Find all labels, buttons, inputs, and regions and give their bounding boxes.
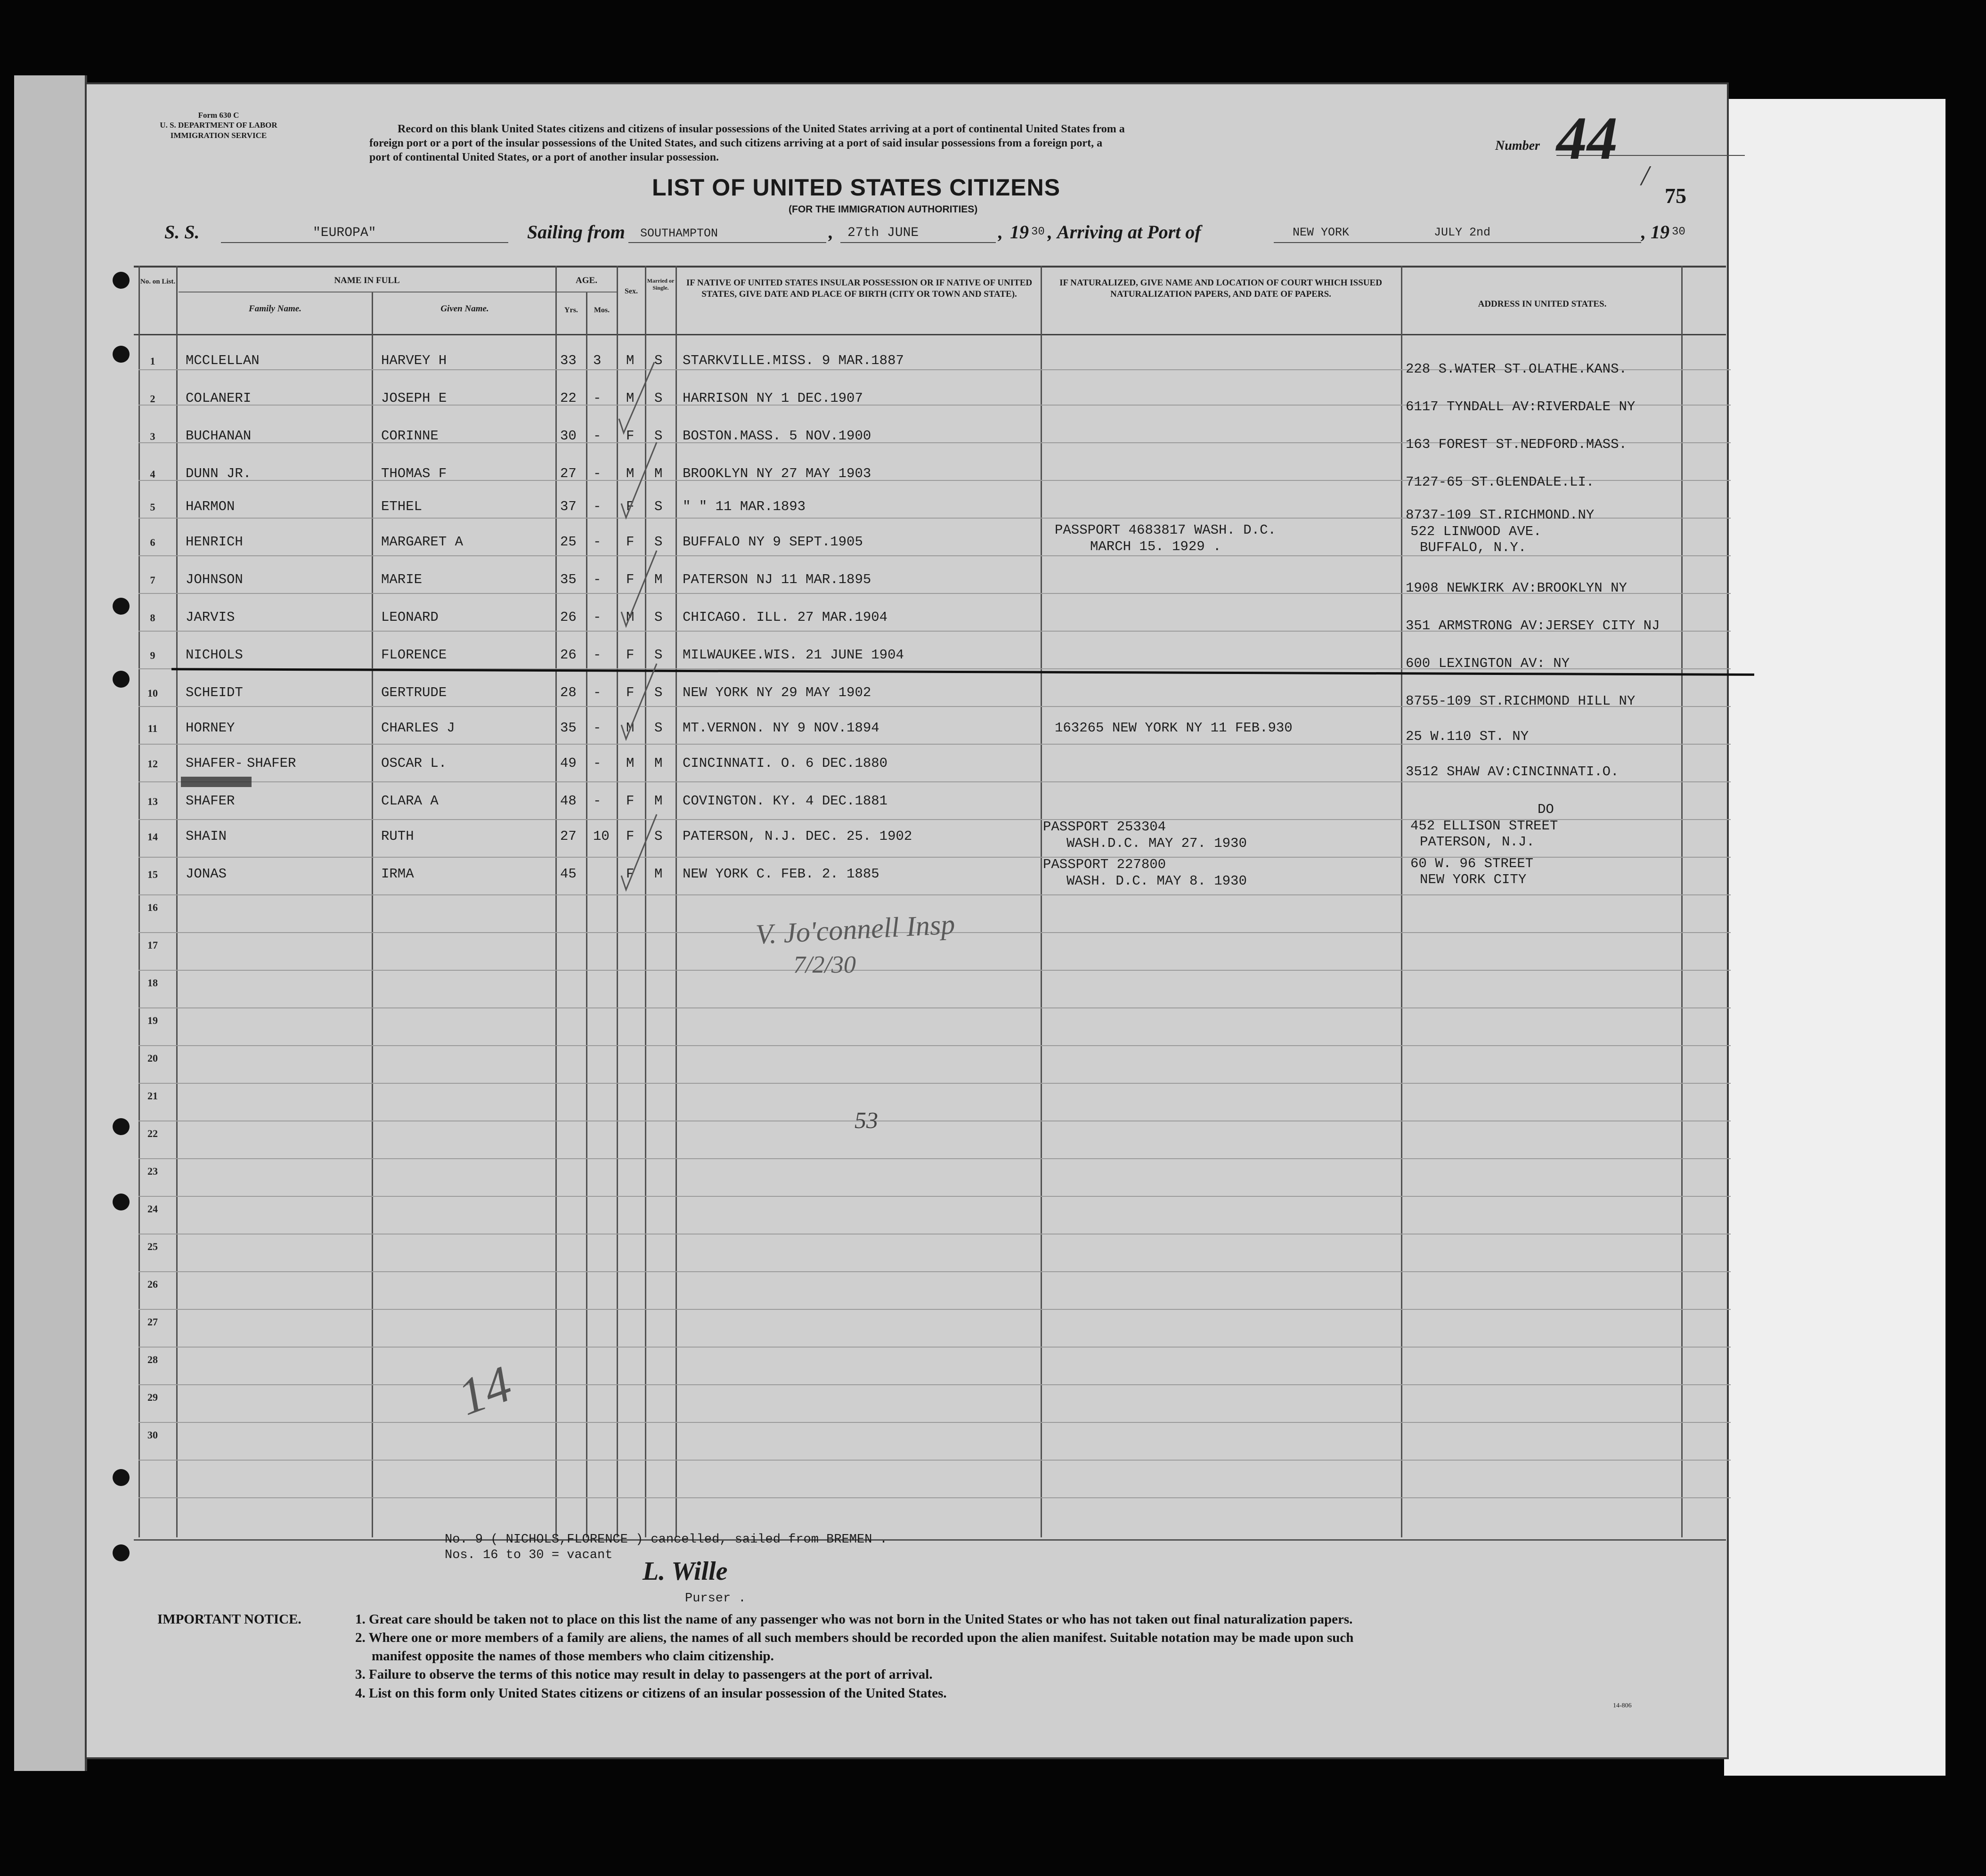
birth-place-date: NEW YORK NY 29 MAY 1902	[683, 685, 871, 700]
number-mark: /	[1641, 160, 1649, 191]
naturalization-info: PASSPORT 4683817 WASH. D.C.	[1055, 522, 1276, 538]
sailing-label: Sailing from	[527, 221, 625, 243]
row-number: 4	[150, 468, 155, 480]
punch-hole	[113, 671, 130, 688]
given-name: LEONARD	[381, 609, 439, 625]
family-name: COLANERI	[186, 390, 252, 406]
book-binding	[14, 75, 87, 1771]
us-address: 60 W. 96 STREET	[1410, 856, 1534, 871]
us-address: 1908 NEWKIRK AV:BROOKLYN NY	[1406, 580, 1627, 596]
marital-status: S	[654, 828, 663, 844]
age-months: -	[593, 647, 602, 663]
family-name: JONAS	[186, 866, 227, 882]
sex: F	[626, 828, 635, 844]
sex: M	[626, 609, 635, 625]
age-years: 25	[560, 534, 577, 550]
comma: ,	[1048, 221, 1052, 243]
vacant-row-number: 23	[147, 1165, 158, 1177]
row-number: 9	[150, 650, 155, 661]
stamp-number: 53	[855, 1107, 878, 1133]
given-name: ETHEL	[381, 499, 423, 514]
naturalization-info: PASSPORT 253304	[1043, 819, 1166, 835]
notice-3: 3. Failure to observe the terms of this notice may result in delay to passengers at the port of arrival.	[355, 1667, 933, 1682]
age-months: -	[593, 685, 602, 700]
birth-place-date: MILWAUKEE.WIS. 21 JUNE 1904	[683, 647, 904, 663]
given-name: GERTRUDE	[381, 685, 447, 700]
col-header-naturalized: IF NATURALIZED, GIVE NAME AND LOCATION OF COURT WHICH ISSUED NATURALIZATION PAPERS, AND DATE OF PAPERS.	[1059, 278, 1382, 299]
col-header-sex: Sex.	[625, 287, 638, 295]
row-number: 7	[150, 574, 155, 586]
marital-status: M	[654, 755, 663, 771]
row-number: 2	[150, 393, 155, 405]
us-address: 8755-109 ST.RICHMOND HILL NY	[1406, 693, 1636, 709]
vacant-row-number: 19	[147, 1015, 158, 1026]
family-name: SHAIN	[186, 828, 227, 844]
print-code: 14-806	[1613, 1702, 1632, 1709]
family-name: HORNEY	[186, 720, 235, 736]
given-name: THOMAS F	[381, 466, 447, 481]
family-name: BUCHANAN	[186, 428, 252, 444]
notice-1: 1. Great care should be taken not to place on this list the name of any passenger who was not born in the United States or who has not taken out final naturalization papers.	[355, 1612, 1353, 1627]
marital-status: M	[654, 793, 663, 809]
birth-place-date: HARRISON NY 1 DEC.1907	[683, 390, 863, 406]
age-years: 26	[560, 609, 577, 625]
vacant-row-number: 18	[147, 977, 158, 989]
us-address: 7127-65 ST.GLENDALE.LI.	[1406, 474, 1595, 490]
us-address-line-2: PATERSON, N.J.	[1420, 834, 1535, 850]
age-months: -	[593, 793, 602, 809]
birth-place-date: MT.VERNON. NY 9 NOV.1894	[683, 720, 879, 736]
ss-label: S. S.	[164, 221, 200, 243]
vacant-row-number: 25	[147, 1241, 158, 1252]
age-years: 26	[560, 647, 577, 663]
birth-place-date: BROOKLYN NY 27 MAY 1903	[683, 466, 871, 481]
sex: F	[626, 534, 635, 550]
us-address: 228 S.WATER ST.OLATHE.KANS.	[1406, 361, 1627, 377]
row-12-original-name: SHAFER-	[186, 755, 243, 771]
marital-status: S	[654, 390, 663, 406]
given-name: CORINNE	[381, 428, 439, 444]
row-number: 13	[147, 796, 158, 807]
col-header-name: NAME IN FULL	[334, 276, 400, 285]
row-number: 14	[147, 831, 158, 843]
us-address: 600 LEXINGTON AV: NY	[1406, 656, 1570, 671]
arrival-date: JULY 2nd	[1434, 226, 1491, 239]
important-notice	[157, 1610, 1702, 1703]
age-months: -	[593, 755, 602, 771]
sex: M	[626, 353, 635, 368]
naturalization-date: MARCH 15. 1929 .	[1090, 539, 1221, 554]
manifest-sheet	[85, 82, 1729, 1759]
birth-place-date: CINCINNATI. O. 6 DEC.1880	[683, 755, 888, 771]
inspector-date: 7/2/30	[793, 951, 856, 978]
given-name: MARIE	[381, 572, 423, 587]
given-name: CHARLES J	[381, 720, 455, 736]
col-header-native: IF NATIVE OF UNITED STATES INSULAR POSSESSION OR IF NATIVE OF UNITED STATES, GIVE DATE AND PLACE OF BIRTH (CITY OR TOWN AND STATE).	[686, 278, 1033, 299]
family-name: SHAFER	[186, 793, 235, 809]
us-address: 452 ELLISON STREET	[1410, 818, 1558, 834]
row-number: 6	[150, 536, 155, 548]
next-page-edge	[1724, 99, 1945, 1776]
row-number: 10	[147, 687, 158, 699]
row-number: 11	[147, 723, 158, 734]
family-name: SCHEIDT	[186, 685, 243, 700]
vacant-row-number: 16	[147, 901, 158, 913]
vacant-row-number: 22	[147, 1128, 158, 1139]
birth-place-date: BUFFALO NY 9 SEPT.1905	[683, 534, 863, 550]
us-address: 163 FOREST ST.NEDFORD.MASS.	[1406, 437, 1627, 452]
family-name: NICHOLS	[186, 647, 243, 663]
form-title: LIST OF UNITED STATES CITIZENS	[652, 174, 1061, 201]
comma: ,	[829, 221, 833, 243]
year-prefix: 19	[1010, 221, 1029, 243]
col-header-given: Given Name.	[440, 304, 489, 314]
notice-2: 2. Where one or more members of a family are aliens, the names of all such members should be recorded upon the alien manifest. Suitable notation may be made upon such	[355, 1630, 1354, 1646]
marital-status: S	[654, 609, 663, 625]
given-name: CLARA A	[381, 793, 439, 809]
age-years: 35	[560, 572, 577, 587]
age-months: -	[593, 572, 602, 587]
naturalization-info: PASSPORT 227800	[1043, 857, 1166, 872]
age-months: -	[593, 534, 602, 550]
punch-hole	[113, 346, 130, 363]
checkmarks	[610, 348, 685, 1007]
birth-place-date: BOSTON.MASS. 5 NOV.1900	[683, 428, 871, 444]
col-header-age: AGE.	[576, 276, 597, 285]
instruction-line: foreign port or a port of the insular possessions of the United States, and such citizens arriving at a port of said insular possessions from a foreign port, a	[369, 137, 1103, 149]
sex: F	[626, 866, 635, 882]
marital-status: S	[654, 720, 663, 736]
us-address: 6117 TYNDALL AV:RIVERDALE NY	[1406, 399, 1636, 414]
instruction-line: Record on this blank United States citizens and citizens of insular possessions of the United States arriving at a port of continental United States from a	[398, 123, 1125, 135]
age-years: 45	[560, 866, 577, 882]
age-years: 27	[560, 466, 577, 481]
row-number: 8	[150, 612, 155, 624]
purser-signature: L. Wille	[643, 1557, 728, 1586]
age-years: 28	[560, 685, 577, 700]
naturalization-date: WASH. D.C. MAY 8. 1930	[1066, 873, 1247, 889]
family-name: JOHNSON	[186, 572, 243, 587]
us-address: 3512 SHAW AV:CINCINNATI.O.	[1406, 764, 1619, 780]
age-years: 30	[560, 428, 577, 444]
age-months: -	[593, 466, 602, 481]
vacant-row-number: 27	[147, 1316, 158, 1328]
marital-status: S	[654, 647, 663, 663]
form-id-block	[134, 110, 303, 140]
family-name: HENRICH	[186, 534, 243, 550]
marital-status: S	[654, 499, 663, 514]
naturalization-date: WASH.D.C. MAY 27. 1930	[1066, 836, 1247, 851]
marital-status: M	[654, 572, 663, 587]
given-name: IRMA	[381, 866, 414, 882]
pencil-mark: 14	[450, 1354, 519, 1427]
age-years: 37	[560, 499, 577, 514]
marital-status: M	[654, 866, 663, 882]
family-name: DUNN JR.	[186, 466, 252, 481]
comma: ,	[998, 221, 1003, 243]
sex: M	[626, 390, 635, 406]
form-number: Form 630 C	[198, 111, 239, 120]
us-address: DO	[1538, 802, 1554, 817]
punch-hole	[113, 1469, 130, 1486]
us-address: 522 LINWOOD AVE.	[1410, 524, 1542, 539]
sex: F	[626, 647, 635, 663]
page-number: 75	[1665, 184, 1686, 208]
age-months: -	[593, 720, 602, 736]
punch-hole	[113, 1118, 130, 1135]
instruction-line: port of continental United States, or a port of another insular possession.	[369, 151, 719, 163]
given-name: HARVEY H	[381, 353, 447, 368]
col-header-mos: Mos.	[594, 306, 610, 314]
row-number: 5	[150, 501, 155, 513]
row-12-overwrite	[181, 777, 252, 787]
sailing-year: 30	[1031, 226, 1045, 238]
cancellation-note: No. 9 ( NICHOLS,FLORENCE ) cancelled, sailed from BREMEN .	[445, 1533, 887, 1547]
birth-place-date: STARKVILLE.MISS. 9 MAR.1887	[683, 353, 904, 368]
vacant-row-number: 26	[147, 1278, 158, 1290]
punch-hole	[113, 598, 130, 615]
age-months: -	[593, 428, 602, 444]
vacant-row-number: 29	[147, 1391, 158, 1403]
age-months: 10	[593, 828, 610, 844]
marital-status: S	[654, 353, 663, 368]
given-name: JOSEPH E	[381, 390, 447, 406]
sex: F	[626, 499, 635, 514]
sailing-date: 27th JUNE	[847, 226, 919, 240]
instructions	[369, 122, 1547, 164]
age-years: 49	[560, 755, 577, 771]
sex: F	[626, 572, 635, 587]
arrival-port: NEW YORK	[1293, 226, 1350, 239]
service-name: IMMIGRATION SERVICE	[170, 130, 267, 140]
col-header-married: Married or Single.	[647, 277, 675, 291]
us-address: 25 W.110 ST. NY	[1406, 729, 1529, 744]
us-address: 8737-109 ST.RICHMOND.NY	[1406, 507, 1595, 523]
vacant-note: Nos. 16 to 30 = vacant	[445, 1548, 613, 1562]
col-header-yrs: Yrs.	[564, 306, 578, 314]
naturalization-info: 163265 NEW YORK NY 11 FEB.930	[1055, 720, 1293, 736]
row-number: 15	[147, 869, 158, 880]
arriving-label: Arriving at Port of	[1057, 221, 1201, 243]
sex: M	[626, 466, 635, 481]
birth-place-date: COVINGTON. KY. 4 DEC.1881	[683, 793, 888, 809]
sex: F	[626, 793, 635, 809]
row-number: 3	[150, 430, 155, 442]
form-subtitle: (FOR THE IMMIGRATION AUTHORITIES)	[789, 204, 978, 215]
marital-status: S	[654, 534, 663, 550]
purser-title: Purser .	[685, 1592, 746, 1606]
notice-2-cont: manifest opposite the names of those members who claim citizenship.	[372, 1649, 774, 1664]
sex: F	[626, 428, 635, 444]
age-years: 33	[560, 353, 577, 368]
marital-status: M	[654, 466, 663, 481]
vacant-row-number: 21	[147, 1090, 158, 1102]
punch-hole	[113, 1544, 130, 1561]
age-months: -	[593, 609, 602, 625]
marital-status: S	[654, 428, 663, 444]
year-prefix: 19	[1651, 221, 1669, 243]
sex: F	[626, 685, 635, 700]
vacant-row-number: 28	[147, 1354, 158, 1365]
notice-label: IMPORTANT NOTICE.	[157, 1612, 301, 1627]
birth-place-date: PATERSON, N.J. DEC. 25. 1902	[683, 828, 912, 844]
given-name: OSCAR L.	[381, 755, 447, 771]
arrival-year: 30	[1672, 226, 1685, 238]
birth-place-date: NEW YORK C. FEB. 2. 1885	[683, 866, 879, 882]
age-months: 3	[593, 353, 602, 368]
age-months: -	[593, 390, 602, 406]
ship-name: "EUROPA"	[313, 226, 376, 240]
vacant-row-number: 17	[147, 939, 158, 951]
given-name: FLORENCE	[381, 647, 447, 663]
given-name: RUTH	[381, 828, 414, 844]
punch-hole	[113, 272, 130, 289]
marital-status: S	[654, 685, 663, 700]
us-address-line-2: NEW YORK CITY	[1420, 872, 1527, 887]
comma: ,	[1641, 221, 1646, 243]
row-number: 1	[150, 355, 155, 367]
sex: M	[626, 720, 635, 736]
department-name: U. S. DEPARTMENT OF LABOR	[160, 121, 277, 130]
us-address-line-2: BUFFALO, N.Y.	[1420, 540, 1527, 555]
list-number: 44	[1556, 105, 1618, 172]
col-header-address: ADDRESS IN UNITED STATES.	[1478, 299, 1607, 309]
age-years: 27	[560, 828, 577, 844]
punch-hole	[113, 1194, 130, 1210]
inspector-signature: V. Jo'connell Insp	[755, 908, 956, 950]
family-name: HARMON	[186, 499, 235, 514]
age-years: 22	[560, 390, 577, 406]
given-name: MARGARET A	[381, 534, 464, 550]
number-label: Number	[1495, 138, 1540, 153]
vacant-row-number: 24	[147, 1203, 158, 1215]
family-name: MCCLELLAN	[186, 353, 260, 368]
family-name: JARVIS	[186, 609, 235, 625]
row-number: 12	[147, 758, 158, 770]
vacant-row-number: 20	[147, 1052, 158, 1064]
notice-4: 4. List on this form only United States citizens or citizens of an insular possession of the United States.	[355, 1685, 947, 1701]
birth-place-date: " " 11 MAR.1893	[683, 499, 806, 514]
age-months: -	[593, 499, 602, 514]
vacant-row-number: 30	[147, 1429, 158, 1441]
us-address: 351 ARMSTRONG AV:JERSEY CITY NJ	[1406, 618, 1660, 633]
birth-place-date: CHICAGO. ILL. 27 MAR.1904	[683, 609, 888, 625]
family-name: SHAFER	[247, 755, 296, 771]
birth-place-date: PATERSON NJ 11 MAR.1895	[683, 572, 871, 587]
col-header-family: Family Name.	[249, 304, 301, 314]
sex: M	[626, 755, 635, 771]
sailing-port: SOUTHAMPTON	[640, 227, 718, 240]
col-header-no: No. on List.	[140, 278, 176, 285]
age-years: 48	[560, 793, 577, 809]
age-years: 35	[560, 720, 577, 736]
